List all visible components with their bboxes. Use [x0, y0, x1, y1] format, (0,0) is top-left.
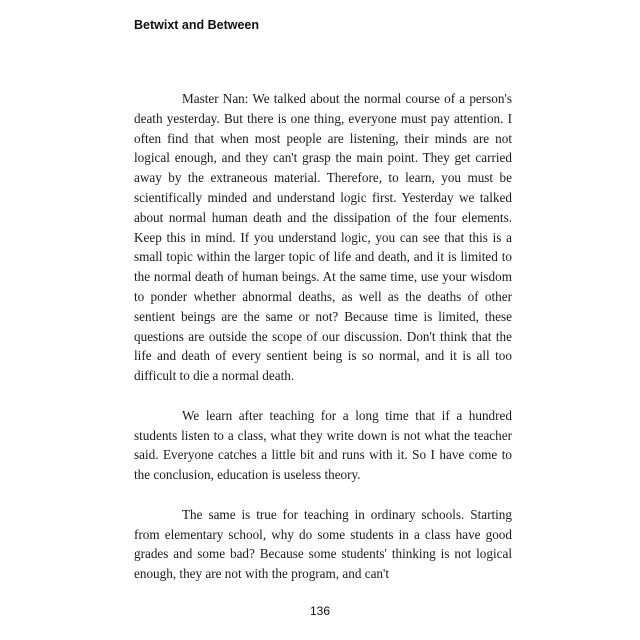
page-number: 136 [309, 604, 331, 618]
paragraph: Master Nan: We talked about the normal course of a person's death yesterday. But there is one thing, everyone must pay attention. I often find that when most people are listening, their minds are not logical enough, and they can't grasp the main point. They get carried away by the extraneous material. Therefore, to learn, you must be scientifically minded and understand logic first. Yesterday we talked about normal human death and the dissipation of the four elements. Keep this in mind. If you understand logic, you can see that this is a small topic within the larger topic of life and death, and it is limited to the normal death of human beings. At the same time, use your wisdom to ponder whether abnormal deaths, as well as the deaths of other sentient beings are the same or not? Because time is limited, these questions are outside the scope of our discussion. Don't think that the life and death of every sentient being is so normal, and it is all too difficult to die a normal death. [134, 91, 512, 384]
body-text [134, 89, 512, 584]
paragraph: The same is true for teaching in ordinary schools. Starting from elementary school, why do some students in a class have good grades and some bad? Because some students' thinking is not logical enough, they are not with the program, and can't [134, 506, 512, 582]
running-header: Betwixt and Between [134, 18, 260, 32]
paragraph: We learn after teaching for a long time that if a hundred students listen to a class, what they write down is not what the teacher said. Everyone catches a little bit and runs with it. So I have come to the conclusion, education is useless theory. [134, 407, 512, 483]
